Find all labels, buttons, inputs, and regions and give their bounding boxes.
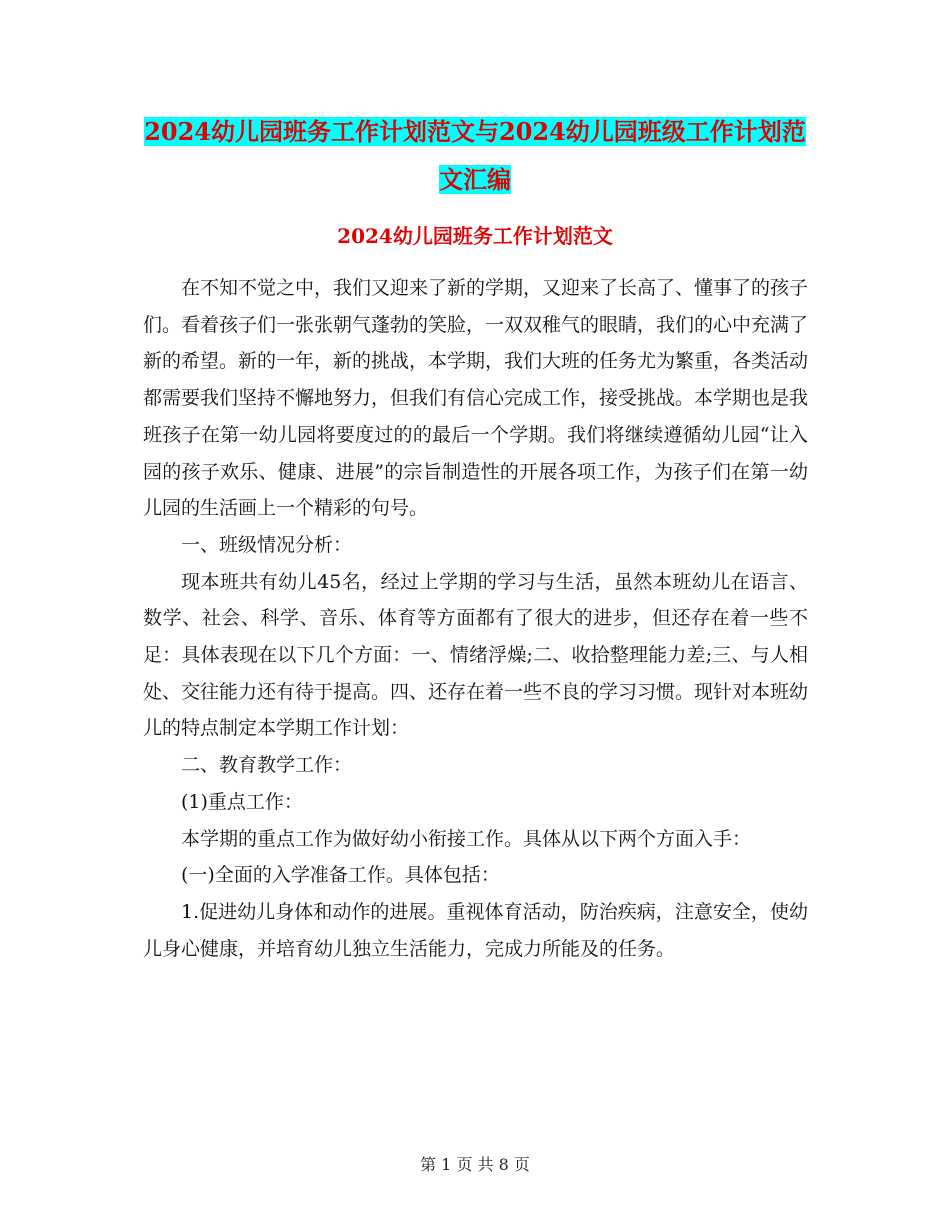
heading-teaching-work: 二、教育教学工作：	[181, 754, 353, 777]
paragraph-class-analysis: 现本班共有幼儿45名，经过上学期的学习与生活，虽然本班幼儿在语言、数学、社会、科学、音乐、体育等方面都有了很大的进步，但还存在着一些不足：具体表现在以下几个方面：一、情绪浮燥;二、收拾整理能力差;三、与人相处、交往能力还有待于提高。四、还存在着一些不良的学习习惯。现针对本班幼儿的特点制定本学期工作计划：	[143, 570, 809, 740]
section-heading: 2024幼儿园班务工作计划范文	[337, 224, 613, 248]
document-title-text: 2024幼儿园班务工作计划范文与2024幼儿园班级工作计划范文汇编	[144, 117, 806, 194]
paragraph-key-work: 本学期的重点工作为做好幼小衔接工作。具体从以下两个方面入手：	[181, 827, 752, 850]
heading-school-preparation: (一)全面的入学准备工作。具体包括：	[181, 864, 500, 887]
paragraph-intro: 在不知不觉之中，我们又迎来了新的学期，又迎来了长高了、懂事了的孩子们。看着孩子们一张张朝气蓬勃的笑脸，一双双稚气的眼睛，我们的心中充满了新的希望。新的一年，新的挑战，本学期，我们大班的任务尤为繁重，各类活动都需要我们坚持不懈地努力，但我们有信心完成工作，接受挑战。本学期也是我班孩子在第一幼儿园将要度过的的最后一个学期。我们将继续遵循幼儿园“让入园的孩子欢乐、健康、进展”的宗旨制造性的开展各项工作，为孩子们在第一幼儿园的生活画上一个精彩的句号。	[143, 277, 809, 520]
document-body	[143, 270, 808, 967]
document-title	[140, 108, 810, 204]
page-footer: 第 1 页 共 8 页	[420, 1155, 530, 1174]
heading-class-analysis: 一、班级情况分析：	[181, 533, 353, 556]
paragraph-physical-development: 1.促进幼儿身体和动作的进展。重视体育活动，防治疾病，注意安全，使幼儿身心健康，并培育幼儿独立生活能力，完成力所能及的任务。	[143, 900, 808, 960]
heading-key-work: (1)重点工作：	[181, 790, 303, 813]
